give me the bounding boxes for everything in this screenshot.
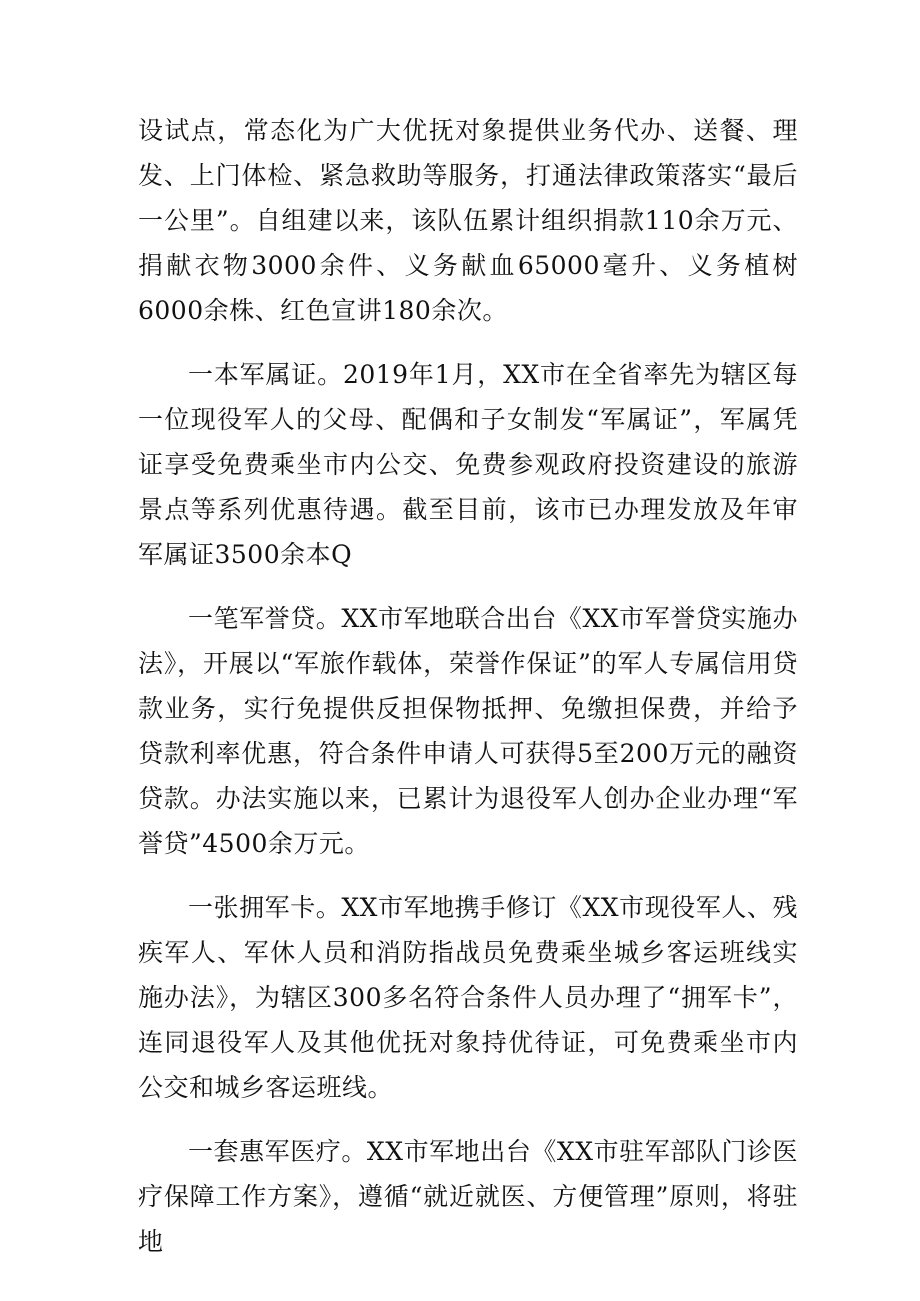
paragraph-military-family-certificate: 一本军属证。2019年1月，XX市在全省率先为辖区每一位现役军人的父母、配偶和子女制发“军属证”，军属凭证享受免费乘坐市内公交、免费参观政府投资建设的旅游景点等系列优惠待遇。截至目前，该市已办理发放及年审军属证3500余本Q bbox=[138, 360, 798, 569]
document-body bbox=[138, 108, 798, 1283]
paragraph-military-medical-care: 一套惠军医疗。XX市军地出台《XX市驻军部队门诊医疗保障工作方案》，遵循“就近就医、方便管理”原则，将驻地 bbox=[138, 1137, 798, 1256]
paragraph-military-honor-loan: 一笔军誉贷。XX市军地联合出台《XX市军誉贷实施办法》，开展以“军旅作载体，荣誉作保证”的军人专属信用贷款业务，实行免提供反担保物抵押、免缴担保费，并给予贷款利率优惠，符合条件申请人可获得5至200万元的融资贷款。办法实施以来，已累计为退役军人创办企业办理“军誉贷”4500余万元。 bbox=[138, 604, 798, 858]
paragraph-intro-continuation: 设试点，常态化为广大优抚对象提供业务代办、送餐、理发、上门体检、紧急救助等服务，打通法律政策落实“最后一公里”。自组建以来，该队伍累计组织捐款110余万元、捐献衣物3000余件、义务献血65000毫升、义务植树6000余株、红色宣讲180余次。 bbox=[138, 116, 798, 325]
paragraph-support-military-card: 一张拥军卡。XX市军地携手修订《XX市现役军人、残疾军人、军休人员和消防指战员免费乘坐城乡客运班线实施办法》，为辖区300多名符合条件人员办理了“拥军卡”，连同退役军人及其他优抚对象持优待证，可免费乘坐市内公交和城乡客运班线。 bbox=[138, 893, 798, 1102]
